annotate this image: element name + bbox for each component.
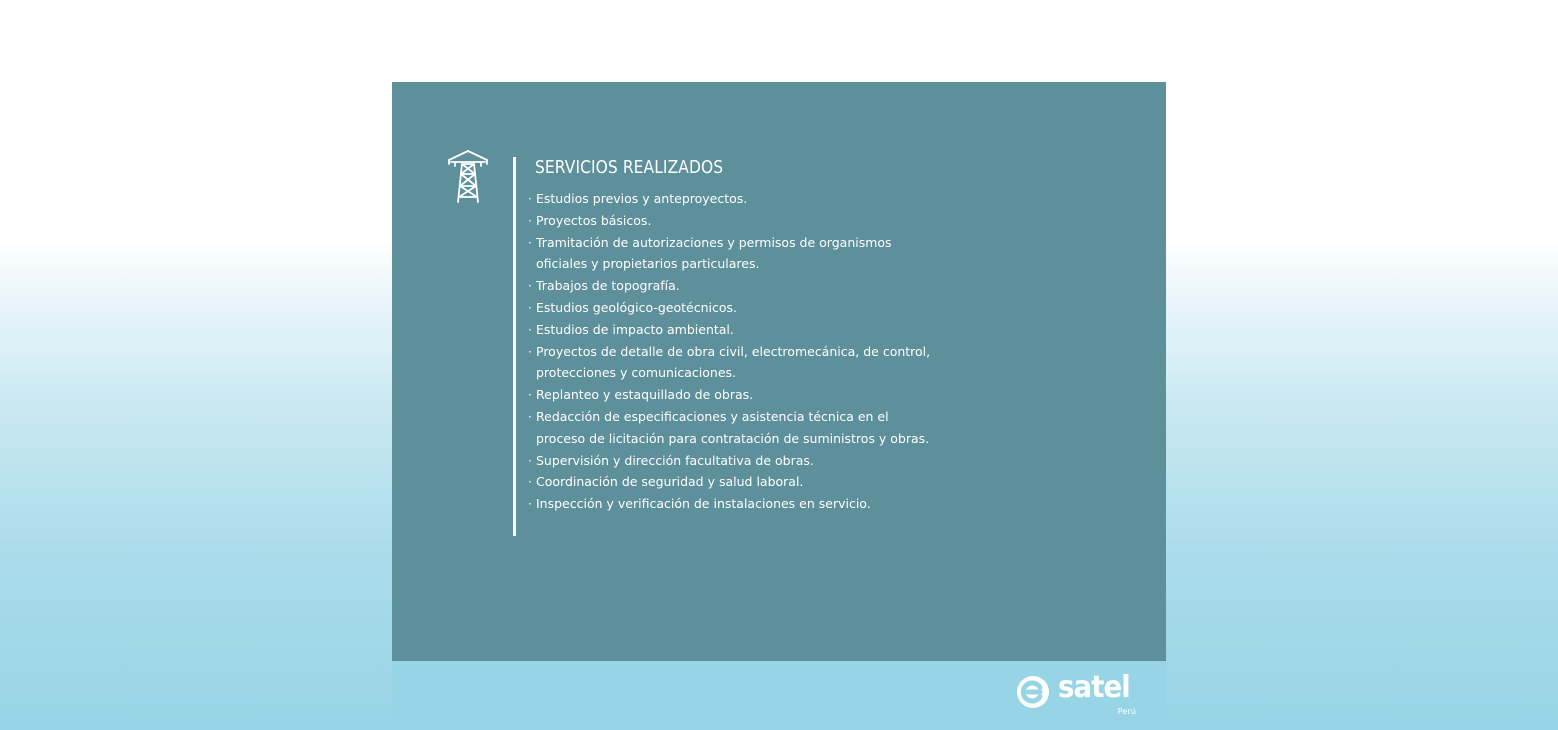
service-list-item (528, 319, 948, 341)
service-item-text: Trabajos de topografía. (536, 278, 680, 294)
bullet-marker: · (528, 299, 532, 315)
service-item-text: Coordinación de seguridad y salud laboral. (536, 474, 804, 490)
service-item-text: Estudios previos y anteproyectos. (536, 191, 748, 206)
bullet-marker: · (528, 387, 532, 403)
bullet-marker: · (528, 212, 532, 228)
service-item-text: Redacción de especificaciones y asistencia técnica en el proceso de licitación para contratación de suministros y obras. (536, 408, 930, 446)
service-list-item (528, 210, 948, 232)
service-item-text: Proyectos de detalle de obra civil, electromecánica, de control, protecciones y comunicaciones. (536, 343, 931, 381)
service-list-item (528, 188, 948, 210)
bullet-marker: · (528, 343, 532, 359)
brand-country: Perú (1117, 707, 1136, 716)
satel-logo-icon (1016, 675, 1050, 709)
content-divider (513, 157, 516, 536)
brand-name: satel (1058, 670, 1130, 705)
service-list-item (528, 493, 948, 515)
services-title: SERVICIOS REALIZADOS (535, 157, 724, 178)
bullet-marker: · (528, 321, 532, 337)
services-content (528, 156, 958, 515)
service-list-item (528, 297, 948, 319)
service-list-item (528, 341, 948, 385)
bullet-marker: · (528, 452, 532, 468)
brand-logo (1016, 670, 1140, 719)
service-list-item (528, 471, 948, 493)
service-item-text: Proyectos básicos. (536, 212, 652, 228)
services-list (528, 188, 958, 515)
service-list-item (528, 232, 948, 276)
transmission-tower-icon (447, 150, 489, 204)
service-list-item (528, 275, 948, 297)
bullet-marker: · (528, 234, 532, 250)
service-item-text: Inspección y verificación de instalaciones en servicio. (536, 496, 871, 512)
bullet-marker: · (528, 191, 532, 206)
bullet-marker: · (528, 474, 532, 490)
service-item-text: Supervisión y dirección facultativa de obras. (536, 452, 814, 468)
service-list-item (528, 450, 948, 472)
bullet-marker: · (528, 496, 532, 512)
service-item-text: Tramitación de autorizaciones y permisos de organismos oficiales y propietarios particulares. (536, 234, 892, 272)
bullet-marker: · (528, 278, 532, 294)
service-item-text: Estudios geológico-geotécnicos. (536, 299, 737, 315)
service-item-text: Replanteo y estaquillado de obras. (536, 387, 754, 403)
service-list-item (528, 384, 948, 406)
service-item-text: Estudios de impacto ambiental. (536, 321, 734, 337)
bullet-marker: · (528, 408, 532, 424)
service-list-item (528, 406, 948, 450)
